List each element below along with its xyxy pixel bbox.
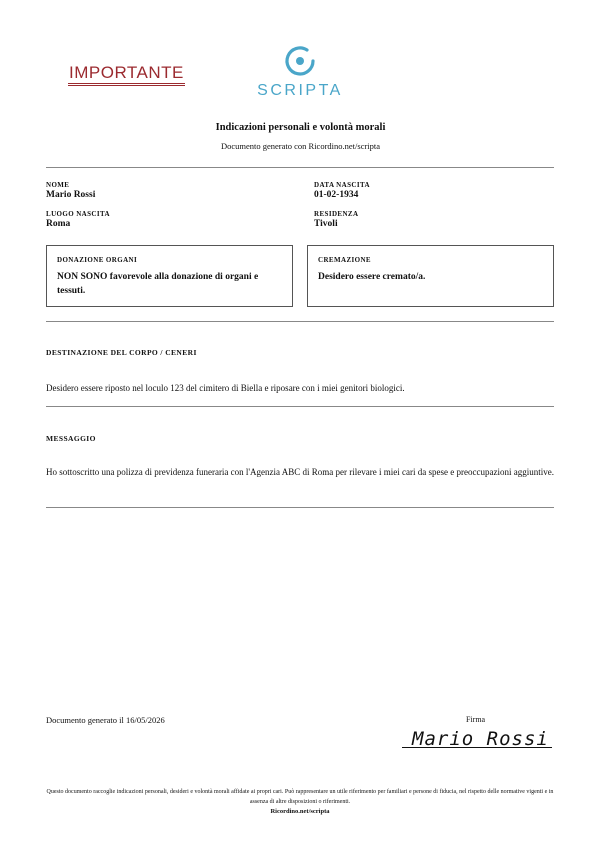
name-value: Mario Rossi <box>46 190 96 200</box>
name-label: NOME <box>46 181 70 189</box>
footer-disclaimer: Questo documento raccoglie indicazioni personali, desideri e volontà morali affidate ai propri cari. Può rappresentare un utile riferimento per familiari e persone di fiducia, nel rispetto delle normative vigenti e in assenza di altre disposizioni o riferimenti. <box>46 789 554 805</box>
divider <box>46 507 554 508</box>
message-title: MESSAGGIO <box>46 434 96 443</box>
message-text: Ho sottoscritto una polizza di previdenza funeraria con l'Agenzia ABC di Roma per rilevare i miei cari da spese e preoccupazioni aggiuntive. <box>46 467 554 477</box>
divider <box>46 167 554 168</box>
generation-date: Documento generato il 16/05/2026 <box>46 715 165 725</box>
document-subtitle: Documento generato con Ricordino.net/scripta <box>220 141 381 151</box>
organ-donation-box <box>46 245 293 307</box>
scripta-logo <box>250 44 350 100</box>
importante-stamp: IMPORTANTE <box>69 63 184 82</box>
divider <box>46 321 554 322</box>
document-title: Indicazioni personali e volontà morali <box>215 122 386 133</box>
signature-label: Firma <box>466 715 486 724</box>
organ-donation-text: NON SONO favorevole alla donazione di organi e tessuti. <box>57 272 259 296</box>
logo-brand-text: SCRIPTA <box>257 82 343 99</box>
cremation-text: Desidero essere cremato/a. <box>318 272 426 282</box>
organ-donation-label: DONAZIONE ORGANI <box>57 256 138 264</box>
residence-value: Tivoli <box>314 219 338 229</box>
birthplace-value: Roma <box>46 219 71 229</box>
birthdate-value: 01-02-1934 <box>314 190 359 200</box>
scripta-logo-icon <box>283 44 317 78</box>
divider <box>46 406 554 407</box>
footer <box>46 787 554 817</box>
signature-line <box>402 747 552 748</box>
birthplace-label: LUOGO NASCITA <box>46 210 110 218</box>
birthdate-label: DATA NASCITA <box>314 181 370 189</box>
handwritten-signature: Mario Rossi <box>412 728 549 750</box>
destination-text: Desidero essere riposto nel loculo 123 del cimitero di Biella e riposare con i miei genitori biologici. <box>46 383 405 393</box>
cremation-box <box>307 245 554 307</box>
cremation-label: CREMAZIONE <box>318 256 372 264</box>
destination-title: DESTINAZIONE DEL CORPO / CENERI <box>46 348 197 357</box>
footer-site: Ricordino.net/scripta <box>270 808 330 815</box>
residence-label: RESIDENZA <box>314 210 359 218</box>
